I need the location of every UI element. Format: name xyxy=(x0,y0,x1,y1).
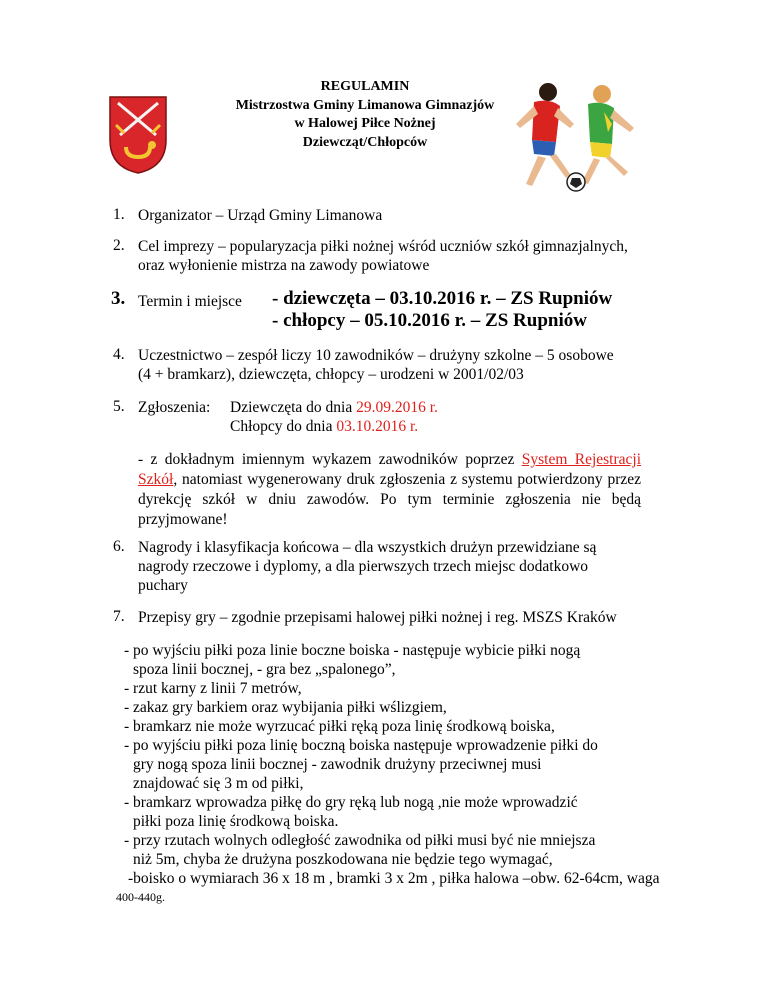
organizer-text: Organizator – Urząd Gminy Limanowa xyxy=(138,207,383,224)
registration-paragraph-rest: , natomiast wygenerowany druk zgłoszenia z systemu potwierdzony przez dyrekcję szkół w dniu zawodów. Po tym terminie zgłoszenia nie będą przyjmowane! xyxy=(138,471,641,528)
boys-deadline-text: Chłopcy do dnia xyxy=(230,418,333,435)
awards-text: nagrody rzeczowe i dyplomy, a dla pierwszych trzech miejsc dodatkowo xyxy=(138,558,589,575)
rule-line: - po wyjściu piłki poza linie boczne boiska - następuje wybicie piłki nogą xyxy=(124,642,581,659)
purpose-text: oraz wyłonienie mistrza na zawody powiatowe xyxy=(138,257,430,274)
rule-line: - rzut karny z linii 7 metrów, xyxy=(124,680,302,697)
awards-text: puchary xyxy=(138,577,188,594)
rule-line: gry nogą spoza linii bocznej - zawodnik drużyny przeciwnej musi xyxy=(133,756,542,773)
date-label: Termin i miejsce xyxy=(138,293,242,310)
title-line: REGULAMIN xyxy=(320,79,410,94)
item-number: 6. xyxy=(113,538,125,555)
boys-deadline-date: 03.10.2016 r. xyxy=(336,418,419,435)
girls-deadline-text: Dziewczęta do dnia xyxy=(230,399,353,416)
football-players-icon xyxy=(490,72,650,202)
rule-line: spoza linii bocznej, - gra bez „spalonego”, xyxy=(133,661,396,678)
boys-date-place: - chłopcy – 05.10.2016 r. – ZS Rupniów xyxy=(272,310,587,331)
coat-of-arms-icon xyxy=(108,95,168,175)
rule-line: - zakaz gry barkiem oraz wybijania piłki wślizgiem, xyxy=(124,699,447,716)
rule-line: piłki poza linię środkową boiska. xyxy=(133,813,339,830)
rule-line: znajdować się 3 m od piłki, xyxy=(133,775,304,792)
rule-line: - bramkarz nie może wyrzucać piłki ręką poza linię środkową boiska, xyxy=(124,718,555,735)
participation-text: Uczestnictwo – zespół liczy 10 zawodników – drużyny szkolne – 5 osobowe xyxy=(138,347,614,364)
boys-deadline xyxy=(230,417,418,436)
awards-text: Nagrody i klasyfikacja końcowa – dla wszystkich drużyn przewidziane są xyxy=(138,539,597,556)
item-number: 5. xyxy=(113,398,125,415)
registration-label: Zgłoszenia: xyxy=(138,399,211,416)
rule-line: niż 5m, chyba że drużyna poszkodowana nie będzie tego wymagać, xyxy=(133,851,553,868)
rules-heading: Przepisy gry – zgodnie przepisami halowej piłki nożnej i reg. MSZS Kraków xyxy=(138,609,617,626)
title-line: w Halowej Piłce Nożnej xyxy=(294,116,436,131)
purpose-text: Cel imprezy – popularyzacja piłki nożnej wśród uczniów szkół gimnazjalnych, xyxy=(138,238,628,255)
registration-paragraph xyxy=(138,450,641,530)
participation-text: (4 + bramkarz), dziewczęta, chłopcy – urodzeni w 2001/02/03 xyxy=(138,366,524,383)
item-number: 2. xyxy=(113,237,125,254)
rule-line: - po wyjściu piłki poza linię boczną boiska następuje wprowadzenie piłki do xyxy=(124,737,598,754)
item-number: 7. xyxy=(113,608,125,625)
registration-paragraph-lead: - z dokładnym imiennym wykazem zawodników poprzez xyxy=(138,451,515,468)
rule-line: - przy rzutach wolnych odległość zawodnika od piłki musi być nie mniejsza xyxy=(124,832,596,849)
girls-deadline-date: 29.09.2016 r. xyxy=(356,399,438,416)
item-number: 4. xyxy=(113,346,125,363)
registration-system-link[interactable]: System Rejestracji Szkół xyxy=(138,451,642,488)
title-line: Dziewcząt/Chłopców xyxy=(302,134,428,150)
item-number: 3. xyxy=(111,288,126,309)
girls-deadline xyxy=(230,398,438,417)
rule-line: -boisko o wymiarach 36 x 18 m , bramki 3 x 2m , piłka halowa –obw. 62-64cm, waga xyxy=(128,870,660,887)
title-line: Mistrzostwa Gminy Limanowa Gimnazjów xyxy=(235,97,495,113)
item-number: 1. xyxy=(113,206,125,223)
rule-line: 400-440g. xyxy=(116,890,165,904)
girls-date-place: - dziewczęta – 03.10.2016 r. – ZS Rupniów xyxy=(272,288,613,309)
rule-line: - bramkarz wprowadza piłkę do gry ręką lub nogą ,nie może wprowadzić xyxy=(124,794,578,811)
